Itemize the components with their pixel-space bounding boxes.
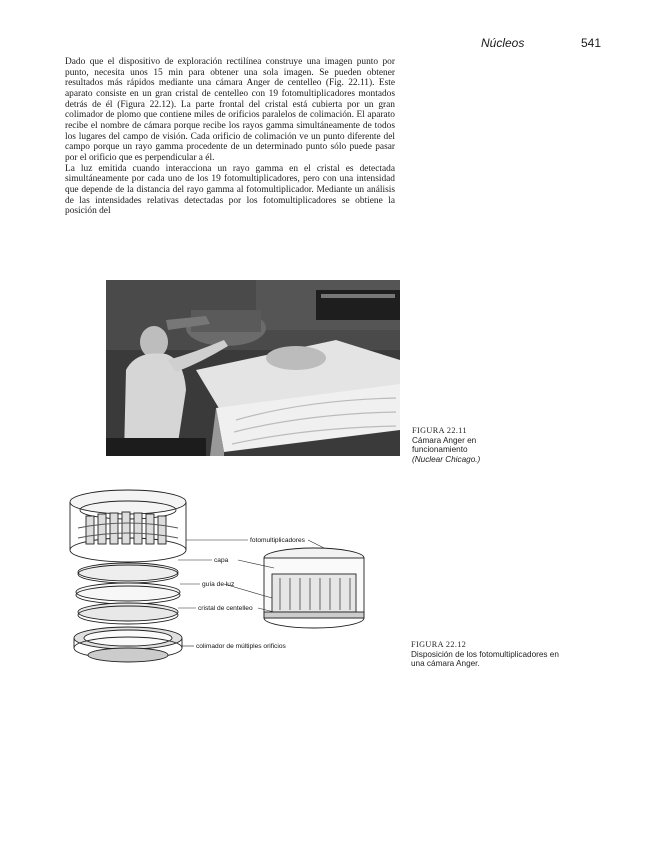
figure-caption-text: Disposición de los fotomultiplicadores en una cámara Anger. <box>411 649 559 669</box>
photo-illustration <box>106 280 400 456</box>
cover-disc <box>78 563 178 583</box>
figure-caption-text: Cámara Anger en funcionamiento <box>412 435 477 455</box>
assembled-camera <box>264 548 364 628</box>
body-text <box>65 57 395 217</box>
page-number: 541 <box>580 36 601 50</box>
figure-number: FIGURA 22.12 <box>411 640 467 649</box>
figure-caption-22-11 <box>412 426 522 464</box>
paragraph: La luz emitida cuando interacciona un rayo gamma en el cristal es detectada simultáneamente por cada uno de los 19 fotomultiplicadores, pero con una intensidad que depende de la distancia del rayo gamma al fotomultiplicador. Mediante un análisis de las intensidades relativas detectadas por los fotomultiplicadores se obtiene la posición del <box>65 163 395 217</box>
figure-number: FIGURA 22.11 <box>412 426 467 435</box>
section-title: Núcleos <box>481 36 525 50</box>
label-collimator: colimador de múltiples orificios <box>196 643 286 650</box>
anger-camera-photo <box>106 280 400 456</box>
paragraph: Dado que el dispositivo de exploración rectilínea construye una imagen punto por punto, necesita unos 15 min para obtener una sola imagen. Se pueden obtener resultados más rápidos mediante una cámara Anger de centelleo (Fig. 22.11). Este aparato consiste en un gran cristal de centelleo con 19 fotomultiplicadores montados detrás de él (Figura 22.12). La parte frontal del cristal está cubierta por un gran colimador de plomo que contiene miles de orificios paralelos de colimación. El aparato recibe el nombre de cámara porque recibe los rayos gamma simultáneamente de todos los lugares del campo de visión. Cada orificio de colimación ve un punto diferente del campo porque un rayo gamma procedente de un determinado punto sólo puede pasar por el orificio que es perpendicular a él. <box>65 57 395 163</box>
exploded-view-illustration <box>62 488 382 668</box>
label-cover: capa <box>214 557 229 564</box>
figure-caption-22-12 <box>411 640 571 669</box>
label-light-guide: guía de luz <box>202 581 235 588</box>
figure-credit: (Nuclear Chicago.) <box>412 454 481 464</box>
photomultiplier-housing <box>70 490 186 562</box>
crystal-disc <box>78 603 178 624</box>
running-header <box>481 36 601 50</box>
collimator-disc <box>74 627 182 662</box>
anger-camera-diagram <box>62 488 382 668</box>
label-photomultipliers: fotomultiplicadores <box>250 537 305 544</box>
light-guide-disc <box>76 583 180 604</box>
label-crystal: cristal de centelleo <box>198 605 253 612</box>
